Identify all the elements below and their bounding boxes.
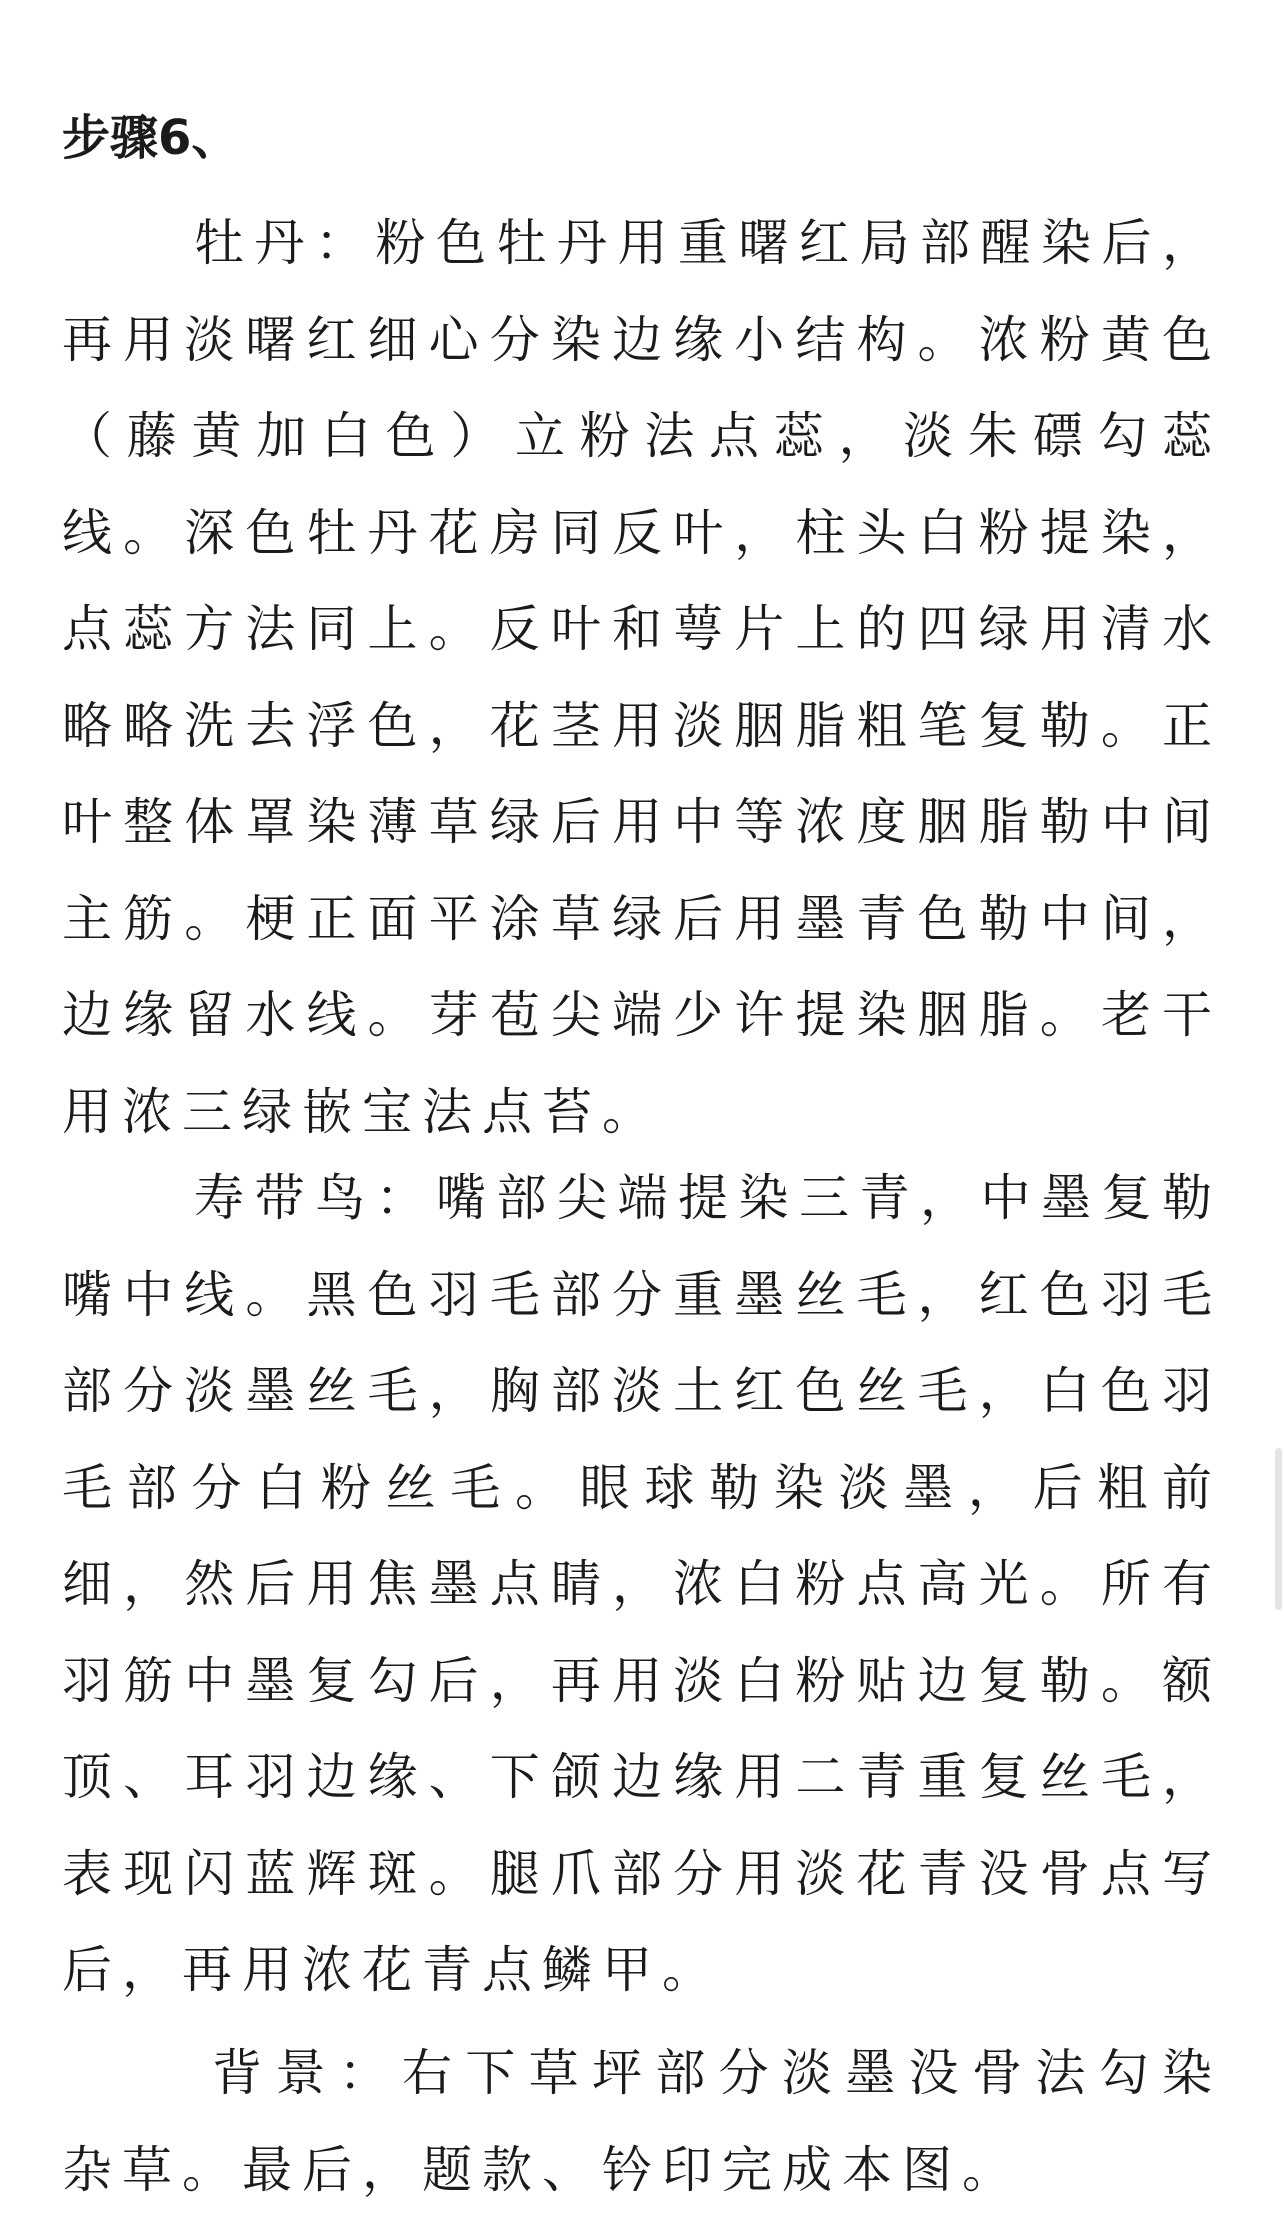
paragraph-bird: 寿带鸟：嘴部尖端提染三青，中墨复勒嘴中线。黑色羽毛部分重墨丝毛，红色羽毛部分淡墨丝毛，胸部淡土红色丝毛，白色羽毛部分白粉丝毛。眼球勒染淡墨，后粗前细，然后用焦墨点睛，浓白粉点高光。所有羽筋中墨复勾后，再用淡白粉贴边复勒。额顶、耳羽边缘、下颌边缘用二青重复丝毛，表现闪蓝辉斑。腿爪部分用淡花青没骨点写后，再用浓花青点鳞甲。: [62, 1169, 1222, 1999]
paragraph-background: 背景：右下草坪部分淡墨没骨法勾染杂草。最后，题款、钤印完成本图。: [62, 2044, 1222, 2199]
step-heading: 步骤6、: [62, 110, 240, 166]
paragraph-peony: 牡丹：粉色牡丹用重曙红局部醒染后，再用淡曙红细心分染边缘小结构。浓粉黄色（藤黄加白色）立粉法点蕊，淡朱磦勾蕊线。深色牡丹花房同反叶，柱头白粉提染，点蕊方法同上。反叶和萼片上的四绿用清水略略洗去浮色，花茎用淡胭脂粗笔复勒。正叶整体罩染薄草绿后用中等浓度胭脂勒中间主筋。梗正面平涂草绿后用墨青色勒中间，边缘留水线。芽苞尖端少许提染胭脂。老干用浓三绿嵌宝法点苔。: [62, 214, 1222, 1141]
scrollbar[interactable]: [1275, 1448, 1282, 1610]
